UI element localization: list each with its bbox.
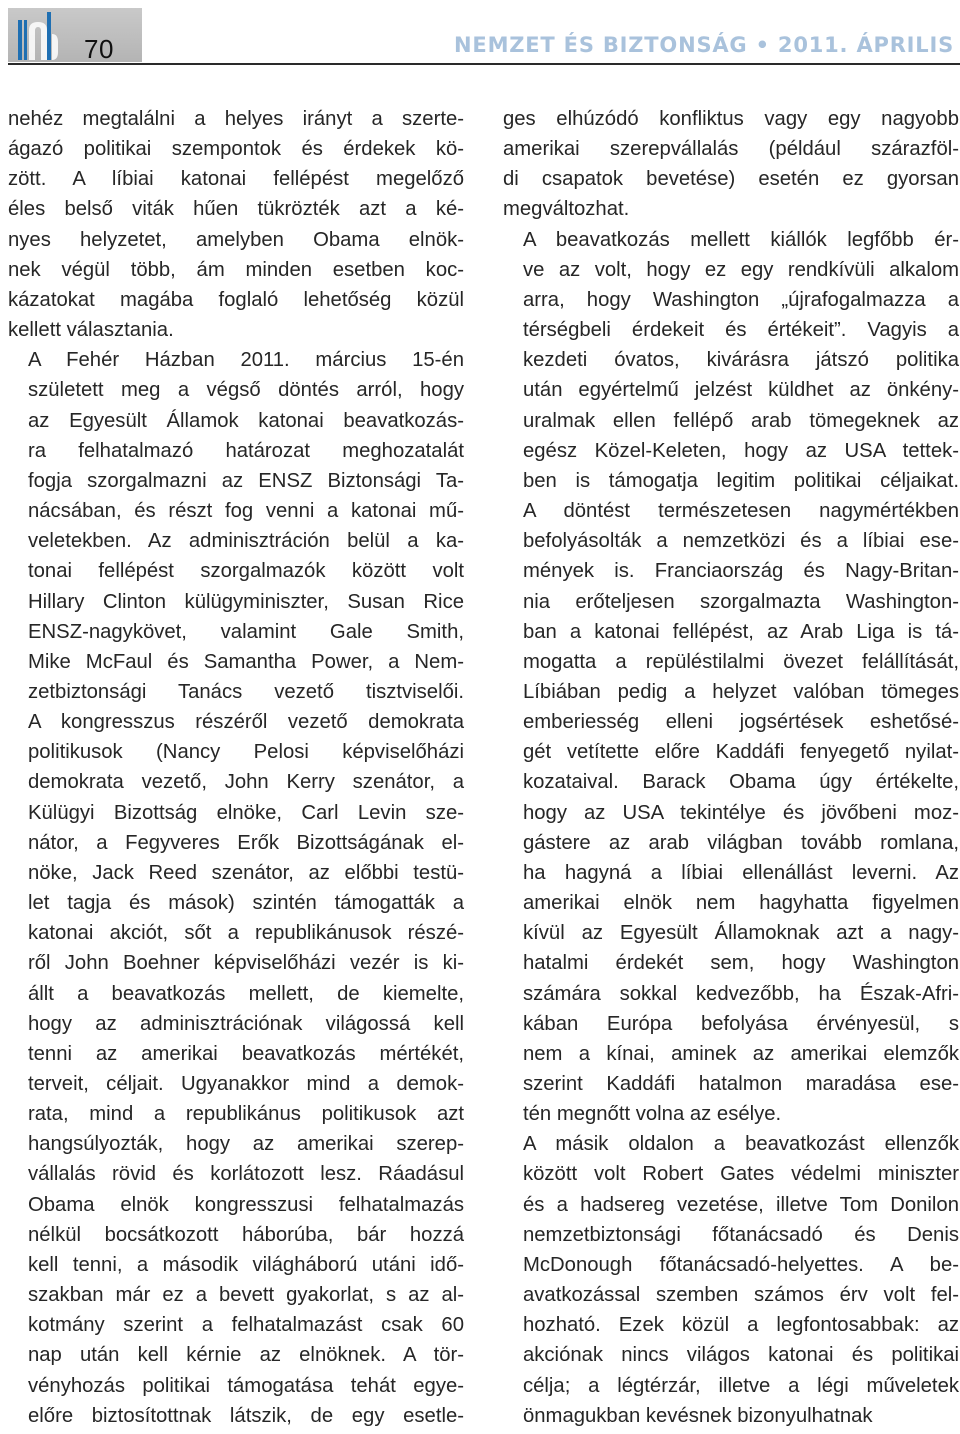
text-line: gástere az arab világban tovább romlana, (523, 831, 959, 854)
paragraph (8, 345, 464, 1431)
text-line: uralmak ellen fellépő arab tömegeknek az (523, 409, 959, 432)
text-line: ágazó politikai szempontok és érdekek kö- (8, 138, 464, 161)
text-line: nap után kell kérnie az elnöknek. A tör- (28, 1344, 464, 1367)
text-line: éles belső viták hűen tükrözték azt a ké- (8, 198, 464, 221)
text-line: terveit, céljait. Ugyanakkor mind a demok- (28, 1073, 464, 1095)
text-line: Mike McFaul és Samantha Power, a Nem- (28, 650, 464, 673)
text-line: tonai fellépést szorgalmazók között volt (28, 560, 464, 583)
page-header (0, 0, 960, 70)
text-line: arra, hogy Washington „újrafogalmazza a (523, 288, 959, 311)
text-line: Obama elnök kongresszusi felhatalmazás (28, 1193, 464, 1216)
text-line: szakban már ez a bevett gyakorlat, s az al- (28, 1284, 464, 1307)
text-line: az Egyesült Államok katonai beavatkozás- (28, 409, 464, 432)
header-rule (8, 63, 960, 65)
text-line: gét vetítette előre Kaddáfi fenyegető nyilat- (523, 741, 959, 764)
text-line: Külügyi Bizottság elnöke, Carl Levin sze- (28, 801, 464, 824)
text-line: tenni az amerikai beavatkozás mértékét, (28, 1042, 464, 1065)
text-line: számára sokkal kedvezőbb, ha Észak-Afri- (523, 982, 959, 1005)
text-line: állt a beavatkozás mellett, de kiemelte, (28, 982, 464, 1005)
text-line: született meg a végső döntés arról, hogy (28, 379, 464, 402)
nb-logo-icon (14, 8, 60, 64)
text-line: nélkül bocsátkozott háborúba, bár hozzá (28, 1223, 464, 1246)
text-line: vállalás rövid és korlátozott lesz. Ráadásul (28, 1163, 464, 1186)
text-line: kozataival. Barack Obama úgy értékelte, (523, 771, 959, 794)
text-line: önmagukban kevésnek bizonyulhatnak (523, 1404, 873, 1427)
text-line: befolyásolták a nemzetközi és a líbiai ese- (523, 530, 959, 553)
text-line: kell tenni, a második világháború utáni idő- (28, 1253, 464, 1276)
text-line: zött. A líbiai katonai fellépést megelőző (8, 168, 464, 191)
text-line: térségbeli érdekeit és értékeit”. Vagyis a (523, 319, 959, 342)
text-line: hangsúlyozták, hogy az amerikai szerep- (28, 1133, 464, 1156)
text-line: előre biztosítottnak látszik, de egy esetle- (28, 1404, 464, 1427)
text-line: kában Európa befolyása érvényesül, s (523, 1012, 959, 1035)
text-line: di csapatok bevetése) esetén ez gyorsan (503, 168, 959, 191)
text-line: kívül az Egyesült Államoknak azt a nagy- (523, 922, 959, 945)
text-line: A másik oldalon a beavatkozást ellenzők (523, 1133, 959, 1156)
text-line: nem a kínai, aminek az amerikai elemzők (523, 1042, 959, 1065)
text-line: katonai akciót, sőt a republikánusok részé- (28, 922, 464, 945)
text-line: célja; a légtérzár, illetve a légi műveletek (523, 1374, 959, 1397)
text-line: fogja szorgalmazni az ENSZ Biztonsági Ta- (28, 469, 464, 492)
text-line: McDonough főtanácsadó-helyettes. A be- (523, 1253, 959, 1276)
text-line: zetbiztonsági Tanács vezető tisztviselői. (28, 680, 464, 703)
text-line: hogy az USA tekintélye és jövőbeni moz- (523, 801, 959, 824)
text-line: A kongresszus részéről vezető demokrata (28, 711, 464, 734)
text-line: nemzetbiztonsági főtanácsadó és Denis (523, 1223, 959, 1246)
text-line: nátor, a Fegyveres Erők Bizottságának el- (28, 831, 464, 854)
text-line: nehéz megtalálni a helyes irányt a szerte- (8, 108, 464, 130)
text-line: mogatta a repüléstilalmi övezet felállítását, (523, 650, 959, 673)
text-line: avatkozással szemben számos érv volt fel- (523, 1284, 959, 1307)
text-line: Líbiában pedig a helyzet valóban tömeges (523, 680, 959, 703)
text-line: Hillary Clinton külügyminiszter, Susan Rice (28, 590, 464, 613)
text-line: hozható. Ezek közül a legfontosabbak: az (523, 1314, 959, 1337)
text-line: rata, mind a republikánus politikusok azt (28, 1103, 464, 1126)
text-line: kázatokat magába foglaló lehetőség közül (8, 288, 464, 311)
text-line: után egyértelmű jelzést küldhet az önkény- (523, 379, 959, 402)
text-line: ra felhatalmazó határozat meghozatalát (28, 439, 464, 462)
text-line: kotmány szerint a felhatalmazást csak 60 (28, 1314, 464, 1337)
text-line: és a hadsereg vezetése, illetve Tom Donilon (523, 1193, 959, 1216)
running-head: NEMZET ÉS BIZTONSÁG • 2011. ÁPRILIS (454, 33, 954, 57)
logo-block (8, 8, 142, 62)
text-line: hogy az adminisztrációnak világossá kell (28, 1012, 464, 1035)
text-line: A beavatkozás mellett kiállók legfőbb ér- (523, 228, 959, 251)
text-line: nia erőteljesen szorgalmazta Washington- (523, 590, 959, 613)
text-line: ENSZ-nagykövet, valamint Gale Smith, (28, 620, 464, 643)
text-line: ha hagyná a líbiai ellenállást leverni. Az (523, 861, 959, 884)
text-line: ről John Boehner képviselőházi vezér is ki- (28, 952, 464, 975)
right-column (503, 104, 959, 1431)
text-line: demokrata vezető, John Kerry szenátor, a (28, 771, 464, 794)
text-line: let tagja és mások) szintén támogatták a (28, 892, 464, 915)
text-line: tén megnőtt volna az esélye. (523, 1103, 782, 1126)
text-line: kezdeti óvatos, kivárásra játszó politika (523, 349, 959, 372)
text-line: A döntést természetesen nagymértékben (523, 500, 959, 523)
text-line: ben is támogatja legitim politikai céljaikat. (523, 469, 959, 492)
text-line: amerikai elnök nem hagyhatta figyelmen (523, 892, 959, 915)
paragraph (503, 104, 959, 225)
text-line: nyes helyzetet, amelyben Obama elnök- (8, 228, 464, 251)
text-line: hatalmi érdekét sem, hogy Washington (523, 952, 959, 975)
text-line: ges elhúzódó konfliktus vagy egy nagyobb (503, 108, 959, 130)
text-line: politikusok (Nancy Pelosi képviselőházi (28, 741, 464, 764)
text-line: ve az volt, hogy ez egy rendkívüli alkalom (523, 258, 959, 281)
left-column (8, 104, 464, 1431)
text-line: veletekben. Az adminisztráción belül a ka- (28, 530, 464, 553)
text-line: szerint Kaddáfi hatalmon maradása ese- (523, 1073, 959, 1095)
text-line: nácsában, és részt fog venni a katonai mű- (28, 500, 464, 523)
paragraph (8, 104, 464, 345)
paragraph (503, 1129, 959, 1431)
text-line: akciónak nincs világos katonai és politikai (523, 1344, 959, 1367)
text-line: ban a katonai fellépést, az Arab Liga is tá- (523, 620, 959, 643)
text-line: között volt Robert Gates védelmi miniszter (523, 1163, 959, 1186)
text-line: egész Közel-Keleten, hogy az USA tettek- (523, 439, 959, 462)
text-line: megváltozhat. (503, 198, 630, 221)
text-line: vényhozás politikai támogatása tehát egye- (28, 1374, 464, 1397)
paragraph (503, 225, 959, 1130)
text-line: amerikai szerepvállalás (például szárazföl- (503, 138, 959, 161)
page-number: 70 (84, 34, 114, 64)
text-line: kellett választania. (8, 319, 174, 342)
text-line: emberiesség elleni jogsértések eshetősé- (523, 711, 959, 734)
text-line: nek végül több, ám minden esetben koc- (8, 258, 464, 281)
text-line: nöke, Jack Reed szenátor, az előbbi testü- (28, 861, 464, 884)
text-line: A Fehér Házban 2011. március 15-én (28, 349, 464, 372)
text-line: mények is. Franciaország és Nagy-Britan- (523, 560, 959, 583)
